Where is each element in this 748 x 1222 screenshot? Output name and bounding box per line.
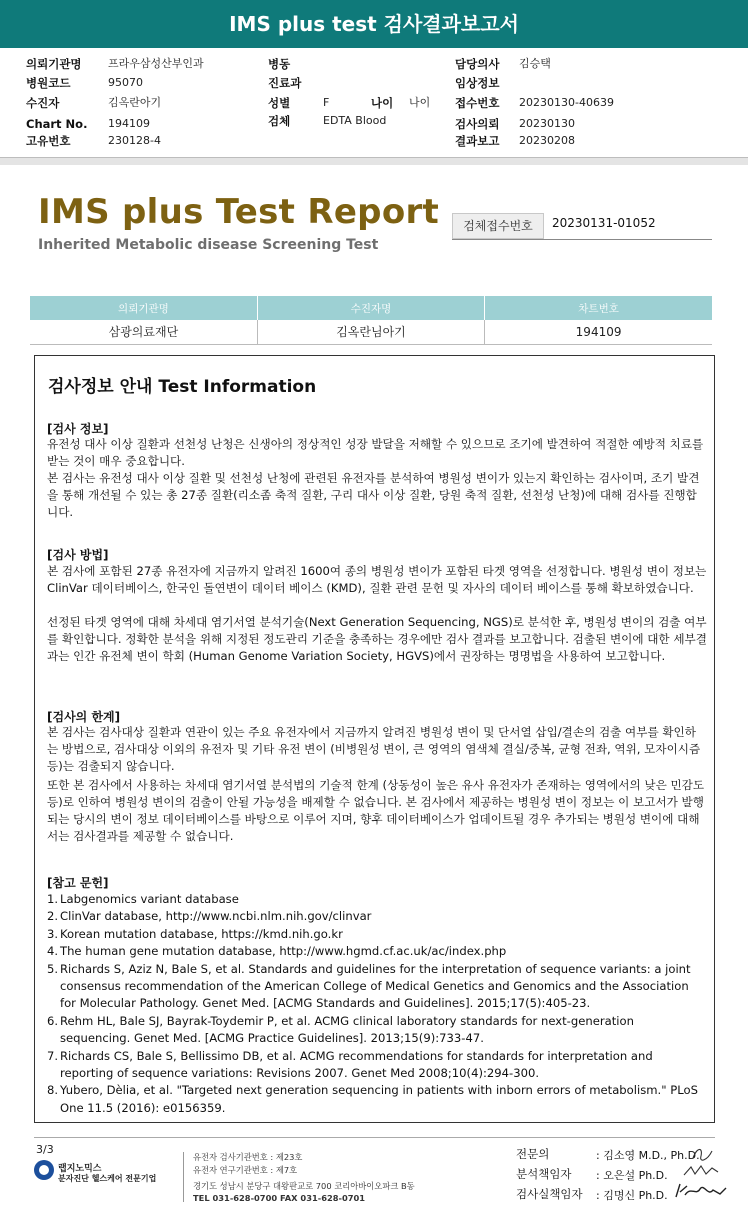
company-tagline: 분자진단 헬스케어 전문기업 <box>58 1174 157 1183</box>
value-hospital-code: 95070 <box>108 76 143 89</box>
section-paragraph: 본 검사는 유전성 대사 이상 질환 및 선천성 난청에 관련된 유전자를 분석하여 병원성 변이가 있는지 확인하는 검사이며, 조기 발견을 통해 개선될 수 있는 총 27종 질환(리소좀 축적 질환, 구리 대사 이상 질환, 당원 축적 질환, 선천성 난청)에 대해 검사를 진행합니다. <box>47 471 700 519</box>
value-chart-no: 194109 <box>108 117 150 130</box>
label-clinical-info: 임상정보 <box>455 76 500 90</box>
summary-value-row <box>30 320 712 344</box>
reference-item: 1. Labgenomics variant database <box>47 892 239 906</box>
value-patient: 김옥란아기 <box>108 96 162 109</box>
reference-item: 7. Richards CS, Bale S, Bellissimo DB, et al. ACMG recommendations for standards for interpretation and reporting of sequence variations: Revisions 2007. Genet Med 2008;10(4):294-300. <box>47 1048 653 1081</box>
label-specimen: 검체 <box>268 114 291 128</box>
signer-name-lab-director: : 김명신 Ph.D. <box>596 1189 668 1202</box>
footer-contact: TEL 031-628-0700 FAX 031-628-0701 <box>193 1193 366 1203</box>
section-paragraph: 본 검사는 검사대상 질환과 연관이 있는 주요 유전자에서 지금까지 알려진 병원성 변이 및 단서열 삽입/결손의 검출 여부를 확인하는 방법으로, 검사대상 이외의 유전자 및 기타 유전 변이 (비병원성 변이, 큰 영역의 염색체 결실/중복, 균형 전좌, 역위, 모자이시즘 등)는 검출되지 않습니다. <box>47 725 701 773</box>
section-paragraph: 선정된 타겟 영역에 대해 차세대 염기서열 분석기술(Next Generation Sequencing, NGS)로 분석한 후, 병원성 변이의 검출 여부를 확인합니다. 정확한 분석을 위해 지정된 정도관리 기준을 충족하는 경우에만 검사 결과를 보고합니다. 검출된 변이에 대한 세부결과는 인간 유전체 변이 학회 (Human Genome Variation Society, HGVS)에서 권장하는 명명법을 사용하여 보고합니다. <box>47 615 707 663</box>
label-department: 진료과 <box>268 76 302 90</box>
page-number: 3/3 <box>36 1143 54 1156</box>
section-heading-test-info: [검사 정보] <box>47 422 109 436</box>
report-title: IMS plus Test Report <box>38 192 440 232</box>
section-paragraph: 본 검사에 포함된 27종 유전자에 지금까지 알려진 1600여 종의 병원성 변이가 포함된 타겟 영역을 선정합니다. 병원성 변이 정보는 ClinVar 데이터베이스, 한국인 돌연변이 데이터 베이스 (KMD), 질환 관련 문헌 및 자사의 데이터 베이스를 통해 확보하였습니다. <box>47 564 707 595</box>
signer-role-analyst: 분석책임자 <box>516 1167 572 1181</box>
reference-item: 3. Korean mutation database, https://kmd.nih.go.kr <box>47 926 343 941</box>
value-institution: 프라우삼성산부인과 <box>108 57 204 70</box>
reference-item: 5. Richards S, Aziz N, Bale S, et al. Standards and guidelines for the interpretation of sequence variants: a joint consensus recommendation of the American College of Medical Genetics and Genomics and the Association for Molecular Pathology. Genet Med. [ACMG Standards and Guidelines]. 2015;17(5):405-23. <box>47 961 691 1011</box>
section-paragraph: 또한 본 검사에서 사용하는 차세대 염기서열 분석법의 기술적 한계 (상동성이 높은 유사 유전자가 존재하는 영역에서의 낮은 민감도 등)로 인하여 병원성 변이의 검출이 안될 가능성을 배제할 수 없습니다. 본 검사에서 제공하는 병원성 변이 정보는 이 보고서가 발행되는 당시의 변이 정보 데이터베이스를 바탕으로 이루어 지며, 향후 데이터베이스가 업데이트될 경우 추가되는 병원성 변이에 대해서는 검사결과를 제공할 수 없습니다. <box>47 778 705 843</box>
footer-license-line: 유전자 검사기관번호 : 제23호 <box>193 1152 303 1162</box>
value-accession-no: 20230130-40639 <box>519 96 614 109</box>
signer-role-lab-director: 검사실책임자 <box>516 1187 583 1201</box>
footer-address: 경기도 성남시 분당구 대왕판교로 700 코리아바이오파크 B동 <box>193 1181 415 1191</box>
value-unique-no: 230128-4 <box>108 134 161 147</box>
signature-lab-director-icon <box>672 1180 728 1202</box>
section-heading-test-limits: [검사의 한계] <box>47 710 121 724</box>
summary-header-institution: 의뢰기관명 <box>30 296 257 320</box>
value-request-date: 20230130 <box>519 117 575 130</box>
reference-item: 6. Rehm HL, Bale SJ, Bayrak-Toydemir P, et al. ACMG clinical laboratory standards for next-generation sequencing. Genet Med. [ACMG Practice Guidelines]. 2013;15(9):733-47. <box>47 1013 634 1046</box>
label-ward: 병동 <box>268 57 291 71</box>
reference-list <box>47 891 707 1117</box>
section-heading-test-method: [검사 방법] <box>47 548 109 562</box>
label-hospital-code: 병원코드 <box>26 76 71 90</box>
receipt-underline <box>452 239 712 240</box>
label-sex: 성별 <box>268 96 291 110</box>
receipt-label: 검체접수번호 <box>452 213 544 239</box>
section-paragraph: 유전성 대사 이상 질환과 선천성 난청은 신생아의 정상적인 성장 발달을 저해할 수 있으므로 조기에 발견하여 적절한 예방적 치료를 받는 것이 매우 중요합니다. <box>47 437 704 468</box>
report-subtitle: Inherited Metabolic disease Screening Test <box>38 237 379 253</box>
summary-table <box>30 296 712 345</box>
label-institution: 의뢰기관명 <box>26 57 82 71</box>
section-heading-references: [참고 문헌] <box>47 876 109 890</box>
label-patient: 수진자 <box>26 96 60 110</box>
label-age: 나이 <box>371 96 394 110</box>
value-specimen: EDTA Blood <box>323 114 387 127</box>
reference-item: 8. Yubero, Dèlia, et al. "Targeted next generation sequencing in patients with inborn errors of metabolism." PLoS One 11.5 (2016): e0156359. <box>47 1083 698 1115</box>
summary-value-chart: 194109 <box>485 320 712 344</box>
company-name: 랩지노믹스 <box>58 1164 102 1174</box>
receipt-value: 20230131-01052 <box>552 216 656 230</box>
signer-name-specialist: : 김소영 M.D., Ph.D. <box>596 1149 700 1162</box>
value-report-date: 20230208 <box>519 134 575 147</box>
value-sex: F <box>323 96 330 109</box>
report-header-title: IMS plus test 검사결과보고서 <box>229 12 519 36</box>
footer-divider <box>34 1137 715 1138</box>
label-report-date: 결과보고 <box>455 134 500 148</box>
label-chart-no: Chart No. <box>26 117 88 131</box>
reference-item: 4. The human gene mutation database, http://www.hgmd.cf.ac.uk/ac/index.php <box>47 944 507 959</box>
signature-analyst-icon <box>682 1162 720 1180</box>
footer-license-line: 유전자 연구기관번호 : 제7호 <box>193 1165 298 1175</box>
label-accession-no: 접수번호 <box>455 96 500 110</box>
summary-header-patient: 수진자명 <box>257 296 484 320</box>
label-request-date: 검사의뢰 <box>455 117 500 131</box>
test-information-title: 검사정보 안내 Test Information <box>48 377 317 397</box>
label-doctor: 담당의사 <box>455 57 500 71</box>
company-logo-icon <box>34 1160 54 1180</box>
summary-header-row <box>30 296 712 320</box>
summary-value-patient: 김옥란님아기 <box>257 320 484 344</box>
signer-name-analyst: : 오은설 Ph.D. <box>596 1169 668 1182</box>
label-unique-no: 고유번호 <box>26 134 71 148</box>
reference-item: 2. ClinVar database, http://www.ncbi.nlm.nih.gov/clinvar <box>47 909 372 924</box>
footer-separator <box>183 1152 184 1202</box>
summary-header-chart: 차트번호 <box>485 296 712 320</box>
value-age: 나이 <box>409 96 431 109</box>
header-separator <box>0 157 748 165</box>
value-doctor: 김승택 <box>519 57 551 70</box>
summary-value-institution: 삼광의료재단 <box>30 320 257 344</box>
signer-role-specialist: 전문의 <box>516 1147 550 1161</box>
